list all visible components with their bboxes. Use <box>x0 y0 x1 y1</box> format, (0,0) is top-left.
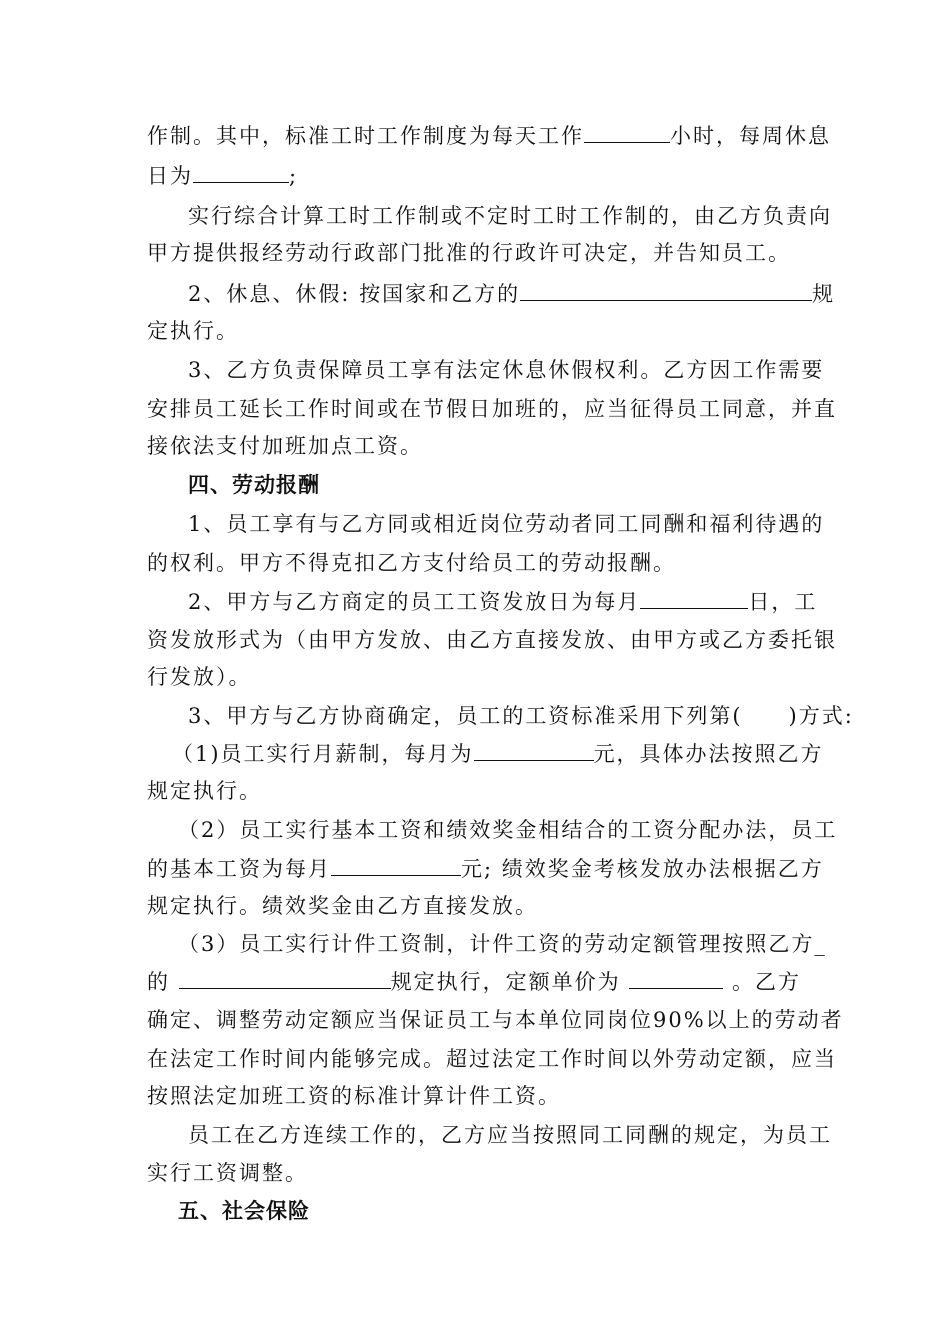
blank-base-salary[interactable] <box>331 855 461 876</box>
text-line: 3、甲方与乙方协商确定，员工的工资标准采用下列第( )方式: <box>188 704 854 728</box>
text-line <box>188 280 835 308</box>
text-segment: 作制。其中，标准工时工作制度为每天工作 <box>147 124 584 148</box>
text-segment: 2、休息、休假: 按国家和乙方的 <box>188 282 521 306</box>
text-segment: 的基本工资为每月 <box>147 857 331 881</box>
text-segment: 日，工 <box>748 590 818 614</box>
blank-hours-per-day[interactable] <box>584 122 670 143</box>
text-line <box>147 162 298 190</box>
blank-quota-regulation[interactable] <box>179 968 391 989</box>
text-segment: ; <box>289 164 299 188</box>
text-line: 规定执行。 <box>147 779 262 803</box>
text-line <box>147 122 831 150</box>
text-line <box>188 588 817 616</box>
text-line: 接依法支付加班加点工资。 <box>147 434 423 458</box>
text-line: 甲方提供报经劳动行政部门批准的行政许可决定，并告知员工。 <box>147 241 791 265</box>
text-line <box>147 855 824 883</box>
text-segment: 。乙方 <box>723 970 802 994</box>
blank-unit-price[interactable] <box>629 968 723 989</box>
text-line: 安排员工延长工作时间或在节假日加班的，应当征得员工同意，并直 <box>147 397 837 421</box>
section-heading: 四、劳动报酬 <box>188 473 320 497</box>
text-line: 员工在乙方连续工作的，乙方应当按照同工同酬的规定，为员工 <box>188 1123 832 1147</box>
text-line: 定执行。 <box>147 319 239 343</box>
text-segment: （1)员工实行月薪制，每月为 <box>172 742 474 766</box>
text-segment: 元，具体办法按照乙方 <box>593 742 824 766</box>
text-segment: 小时，每周休息 <box>670 124 831 148</box>
blank-monthly-salary[interactable] <box>474 740 594 761</box>
text-line: 实行综合计算工时工作制或不定时工时工作制的，由乙方负责向 <box>188 204 832 228</box>
text-line: 3、乙方负责保障员工享有法定休息休假权利。乙方因工作需要 <box>188 358 825 382</box>
text-segment: 日为 <box>147 164 193 188</box>
text-line: 的权利。甲方不得克扣乙方支付给员工的劳动报酬。 <box>147 551 676 575</box>
text-line: 按照法定加班工资的标准计算计件工资。 <box>147 1084 561 1108</box>
text-line <box>147 968 801 996</box>
blank-pay-day[interactable] <box>640 588 748 609</box>
text-line: 1、员工享有与乙方同或相近岗位劳动者同工同酬和福利待遇的 <box>188 512 825 536</box>
text-segment: 2、甲方与乙方商定的员工工资发放日为每月 <box>188 590 641 614</box>
blank-weekly-rest-day[interactable] <box>193 162 289 183</box>
text-line: （2）员工实行基本工资和绩效奖金相结合的工资分配办法，员工 <box>178 818 838 842</box>
section-heading: 五、社会保险 <box>178 1199 310 1223</box>
text-line: 在法定工作时间内能够完成。超过法定工作时间以外劳动定额，应当 <box>147 1047 837 1071</box>
text-line: 资发放形式为（由甲方发放、由乙方直接发放、由甲方或乙方委托银 <box>147 628 837 652</box>
text-line: 行发放）。 <box>147 665 252 689</box>
text-line: 规定执行。绩效奖金由乙方直接发放。 <box>147 894 538 918</box>
text-line: （3）员工实行计件工资制，计件工资的劳动定额管理按照乙方_ <box>178 932 827 956</box>
text-segment: 的 <box>147 970 179 994</box>
text-segment: 规定执行，定额单价为 <box>390 970 630 994</box>
text-segment: 规 <box>812 282 836 306</box>
text-line <box>172 740 824 768</box>
text-line: 确定、调整劳动定额应当保证员工与本单位同岗位90%以上的劳动者 <box>147 1008 844 1032</box>
text-segment: 元; 绩效奖金考核发放办法根据乙方 <box>461 857 824 881</box>
text-line: 实行工资调整。 <box>147 1161 308 1185</box>
blank-rest-regulation[interactable] <box>520 280 812 301</box>
